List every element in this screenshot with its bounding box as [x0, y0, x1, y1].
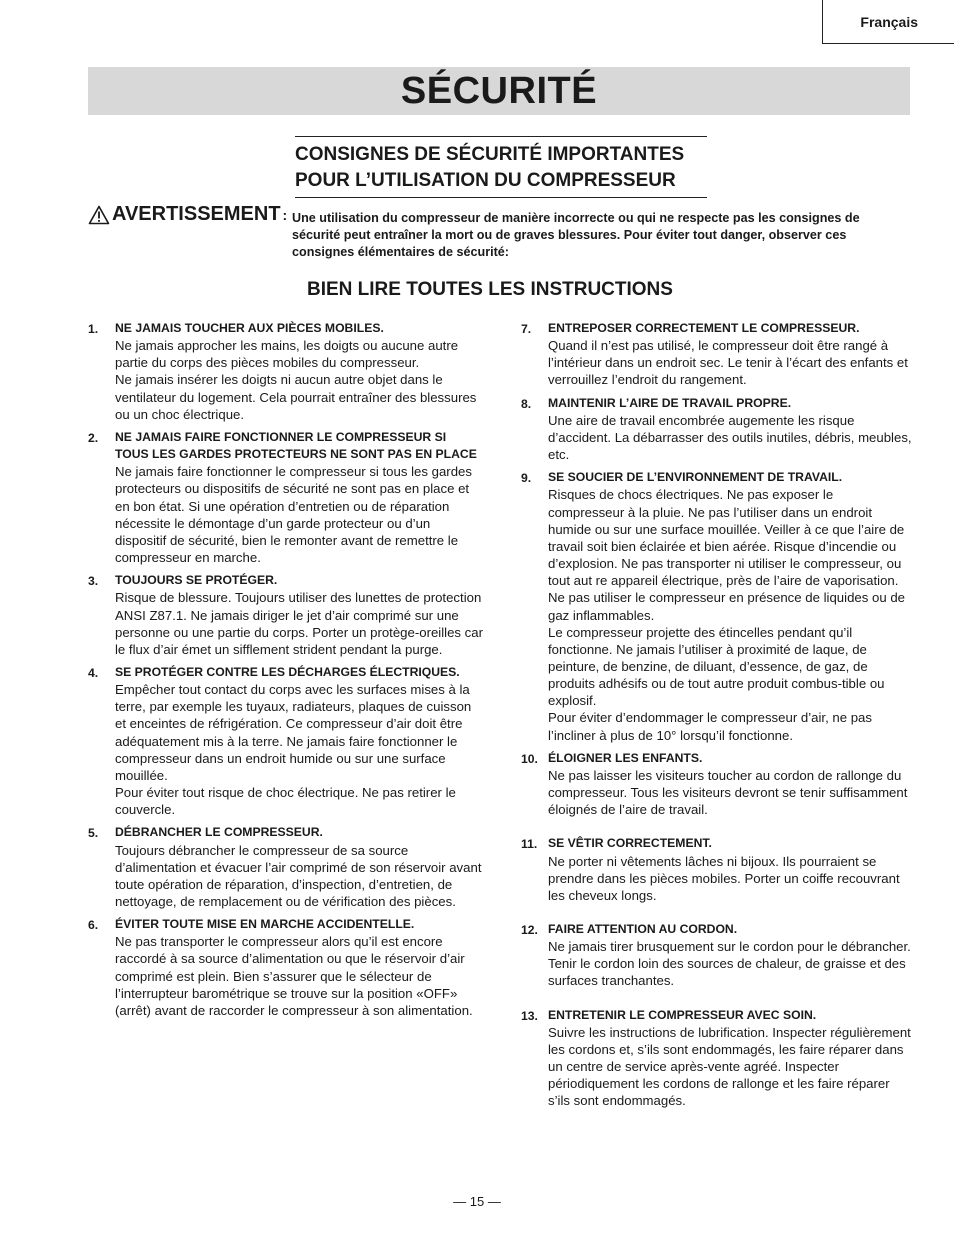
safety-item-8	[521, 395, 913, 464]
item-paragraph: Suivre les instructions de lubrification. Inspecter régulièrement les cordons et, s’ils sont endommagés, les faire réparer dans un centre de service après-vente agréé. Inspecter périodiquement les cordons de rallonge et les faire réparer s’ils sont endommagés.	[548, 1024, 911, 1109]
item-number: 9.	[521, 471, 532, 486]
safety-item-10	[521, 750, 913, 819]
item-heading: MAINTENIR L’AIRE DE TRAVAIL PROPRE.	[548, 395, 792, 410]
subheading-line-2: POUR L’UTILISATION DU COMPRESSEUR	[295, 170, 676, 191]
item-body	[548, 853, 913, 904]
item-body	[548, 767, 913, 818]
left-column	[88, 320, 483, 1019]
safety-item-5	[88, 824, 483, 910]
item-paragraph: Ne jamais insérer les doigts ni aucun autre objet dans le ventilateur du logement. Cela pourrait entraîner des blessures ou un choc électrique.	[115, 372, 477, 422]
item-heading: TOUJOURS SE PROTÉGER.	[115, 573, 278, 588]
item-paragraph: Empêcher tout contact du corps avec les surfaces mises à la terre, par exemple les tuyaux, radiateurs, plaques de cuisson et enceintes de réfrigération. Ce compresseur d’air doit être adéquatement mis à la terre. Ne jamais faire fonctionner le compresseur dans un endroit humide ou sur une surface mouillée.	[115, 682, 472, 783]
item-body	[115, 337, 483, 423]
item-body	[548, 412, 913, 463]
item-number: 3.	[88, 574, 99, 589]
item-body	[115, 589, 483, 658]
item-body	[115, 463, 483, 566]
safety-item-1	[88, 320, 483, 423]
safety-item-12	[521, 921, 913, 990]
item-heading: ENTREPOSER CORRECTEMENT LE COMPRESSEUR.	[548, 321, 860, 335]
safety-item-13	[521, 1007, 913, 1110]
item-heading: ÉLOIGNER LES ENFANTS.	[548, 750, 703, 765]
read-all-heading: BIEN LIRE TOUTES LES INSTRUCTIONS	[307, 279, 673, 300]
warning-label	[88, 203, 287, 226]
item-number: 2.	[88, 430, 99, 445]
title-bar	[88, 67, 910, 115]
item-number: 4.	[88, 665, 99, 680]
safety-item-3	[88, 572, 483, 658]
item-paragraph: Toujours débrancher le compresseur de sa source d’alimentation et évacuer l’air comprimé de son réservoir avant toute opération de réparation, d’inspection, d’entretien, de nettoyage, de remplacement ou de vérification des pièces.	[115, 842, 482, 909]
item-paragraph: Risque de blessure. Toujours utiliser des lunettes de protection ANSI Z87.1. Ne jamais diriger le jet d’air comprimé sur une personne ou une partie du corps. Porter un protège-oreilles car le flux d’air émet un sifflement strident pendant la purge.	[115, 590, 484, 657]
warning-triangle-icon	[88, 205, 110, 225]
item-number: 6.	[88, 918, 99, 933]
item-number: 7.	[521, 322, 532, 336]
item-heading: NE JAMAIS FAIRE FONCTIONNER LE COMPRESSEUR SI TOUS LES GARDES PROTECTEURS NE SONT PAS EN PLACE	[115, 429, 477, 462]
item-paragraph: Ne jamais approcher les mains, les doigts ou aucune autre partie du corps des pièces mobiles du compresseur.	[115, 338, 459, 371]
warning-colon: :	[282, 206, 288, 223]
item-paragraph: Ne pas laisser les visiteurs toucher au cordon de rallonge du compresseur. Tous les visiteurs devront se tenir suffisamment éloignés de l’aire de travail.	[548, 767, 908, 818]
item-number: 8.	[521, 396, 532, 411]
item-heading: NE JAMAIS TOUCHER AUX PIÈCES MOBILES.	[115, 321, 384, 335]
item-paragraph: Une aire de travail encombrée augemente les risque d’accident. La débarrasser des outils inutiles, débris, meubles, etc.	[548, 412, 912, 463]
item-paragraph: Ne pas transporter le compresseur alors qu’il est encore raccordé à sa source d’alimentation ou que le réservoir d’air comprimé est plein. Bien s’assurer que le sélecteur de l’interrupteur barométrique se trouve sur la position «OFF» (arrêt) avant de raccorder le compresseur à son alimentation.	[115, 934, 473, 1018]
item-number: 10.	[521, 751, 538, 766]
item-number: 1.	[88, 322, 99, 336]
page-title: SÉCURITÉ	[400, 69, 598, 112]
item-heading: ENTRETENIR LE COMPRESSEUR AVEC SOIN.	[548, 1007, 817, 1022]
item-heading: FAIRE ATTENTION AU CORDON.	[548, 922, 738, 936]
right-column	[521, 320, 913, 1110]
item-paragraph: Le compresseur projette des étincelles pendant qu’il fonctionne. Ne jamais l’utiliser à proximité de laque, de peinture, de benzine, de diluant, d’essence, de gaz, de produits adhésifs ou de tout autre produit combus-tible ou explosif.	[548, 624, 885, 709]
item-body	[115, 842, 483, 911]
item-paragraph: Pour éviter d’endommager le compresseur d’air, ne pas l’incliner à plus de 10° lorsqu’il fonctionne.	[548, 710, 872, 743]
language-tab: Français	[822, 0, 954, 44]
item-body	[548, 486, 913, 743]
item-heading: SE PROTÉGER CONTRE LES DÉCHARGES ÉLECTRIQUES.	[115, 664, 460, 679]
safety-item-7	[521, 320, 913, 389]
item-heading: DÉBRANCHER LE COMPRESSEUR.	[115, 825, 323, 840]
item-body	[548, 1024, 913, 1110]
safety-item-2	[88, 429, 483, 566]
item-number: 13.	[521, 1008, 538, 1023]
item-body	[115, 681, 483, 818]
item-number: 12.	[521, 923, 538, 937]
item-paragraph: Ne porter ni vêtements lâches ni bijoux. Ils pourraient se prendre dans les pièces mobiles. Porter un coiffe recouvrant les cheveux longs.	[548, 853, 900, 903]
item-number: 5.	[88, 826, 99, 841]
item-body	[115, 933, 483, 1019]
subheading-line-1: CONSIGNES DE SÉCURITÉ IMPORTANTES	[295, 144, 685, 165]
item-heading: ÉVITER TOUTE MISE EN MARCHE ACCIDENTELLE.	[115, 917, 415, 932]
warning-label-text: AVERTISSEMENT	[112, 203, 281, 225]
item-paragraph: Ne jamais tirer brusquement sur le cordon pour le débrancher. Tenir le cordon loin des sources de chaleur, de graisse et des surfaces tranchantes.	[548, 939, 911, 989]
safety-item-6	[88, 916, 483, 1019]
safety-item-9	[521, 469, 913, 744]
section-subheading	[295, 136, 707, 198]
safety-item-11	[521, 835, 913, 904]
page-number: — 15 —	[453, 1194, 501, 1209]
warning-text: Une utilisation du compresseur de manière incorrecte ou qui ne respecte pas les consignes de sécurité peut entraîner la mort ou de graves blessures. Pour éviter tout danger, observer ces consignes élémentaires de sécurité:	[292, 211, 860, 259]
safety-item-4	[88, 664, 483, 818]
item-paragraph: Risques de chocs électriques. Ne pas exposer le compresseur à la pluie. Ne pas l’utiliser dans un endroit humide ou sur une surface mouillée. Veiller à ce que l’aire de travail soit bien éclairée et bien aérée. Risque d’incendie ou d’explosion. Ne pas transporter ni utiliser le compresseur, ou tout aut re appareil électrique, près de l’aire de vaporisation. Ne pas utiliser le compresseur en présence de liquides ou de gaz inflammables.	[548, 487, 905, 623]
item-body	[548, 337, 913, 388]
item-paragraph: Ne jamais faire fonctionner le compresseur si tous les gardes protecteurs ou dispositifs de sécurité ne sont pas en place et en bon état. Si une opération d’entretien ou de réparation nécessite le démontage d’un garde protecteur ou d’un dispositif de sécurité, bien le remonter avant de remettre le compresseur en marche.	[115, 464, 472, 566]
item-paragraph: Quand il n’est pas utilisé, le compresseur doit être rangé à l’intérieur dans un endroit sec. Le tenir à l’écart des enfants et verrouillez l’endroit du rangement.	[548, 338, 908, 388]
item-heading: SE VÊTIR CORRECTEMENT.	[548, 836, 712, 851]
item-heading: SE SOUCIER DE L’ENVIRONNEMENT DE TRAVAIL.	[548, 470, 843, 485]
item-body	[548, 938, 913, 989]
item-paragraph: Pour éviter tout risque de choc électrique. Ne pas retirer le couvercle.	[115, 785, 456, 818]
item-number: 11.	[521, 837, 538, 852]
